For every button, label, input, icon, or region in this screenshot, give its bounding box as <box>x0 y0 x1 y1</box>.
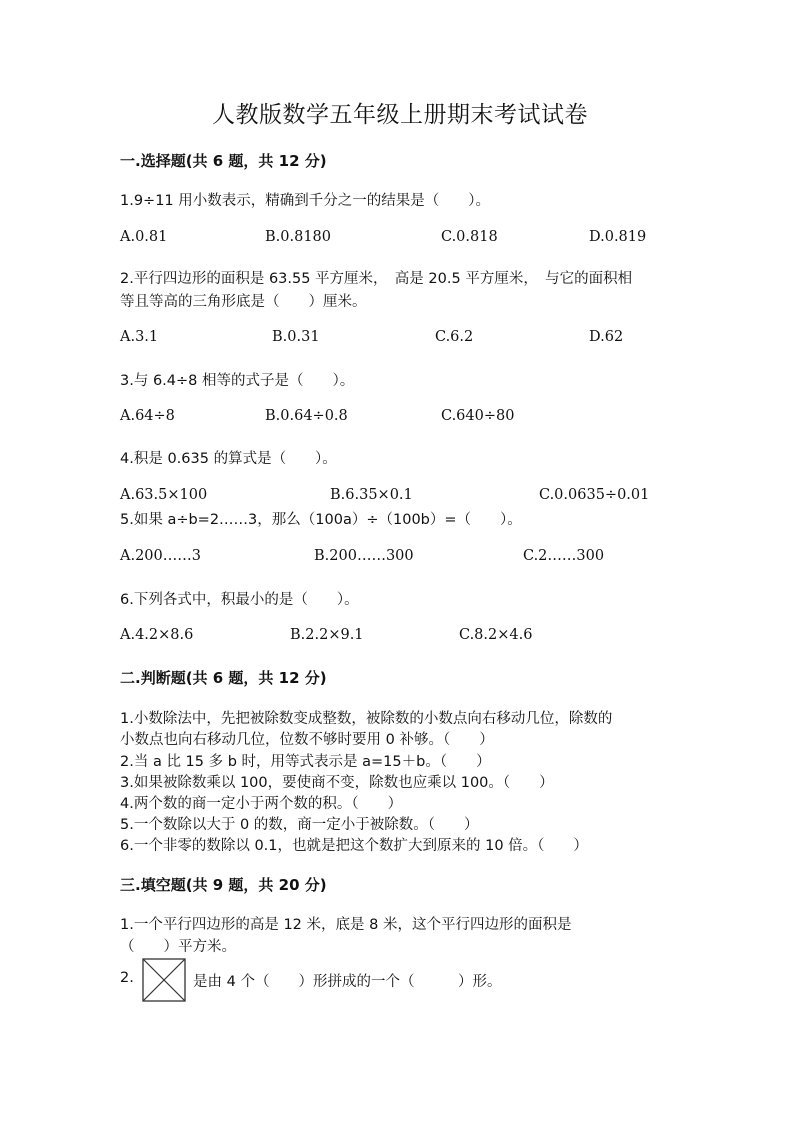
page-title: 人教版数学五年级上册期末考试试卷 <box>212 102 588 128</box>
question-2-option-d: D.62 <box>589 329 624 345</box>
question-2-option-a: A.3.1 <box>120 329 159 345</box>
question-4-option-b: B.6.35×0.1 <box>330 487 413 503</box>
question-6-option-a: A.4.2×8.6 <box>120 627 194 643</box>
section-heading-judge: 二.判断题(共 6 题，共 12 分) <box>120 669 327 687</box>
question-5-stem: 5.如果 a÷b=2……3，那么（100a）÷（100b）=（ ）。 <box>120 512 522 528</box>
question-4-option-a: A.63.5×100 <box>120 487 208 503</box>
fill-question-2-number: 2. <box>120 970 134 986</box>
question-2-option-b: B.0.31 <box>272 329 320 345</box>
judge-line-7: 6.一个非零的数除以 0.1，也就是把这个数扩大到原来的 10 倍。（ ） <box>120 838 588 854</box>
judge-line-5: 4.两个数的商一定小于两个数的积。（ ） <box>120 796 403 812</box>
judge-line-6: 5.一个数除以大于 0 的数，商一定小于被除数。（ ） <box>120 817 479 833</box>
question-2-option-c: C.6.2 <box>435 329 474 345</box>
question-1-option-a: A.0.81 <box>120 229 168 245</box>
question-2-stem-line-1: 2.平行四边形的面积是 63.55 平方厘米， 高是 20.5 平方厘米， 与它的面积相 <box>120 271 633 287</box>
question-4-stem: 4.积是 0.635 的算式是（ ）。 <box>120 451 337 467</box>
question-1-stem: 1.9÷11 用小数表示，精确到千分之一的结果是（ ）。 <box>120 193 491 209</box>
section-heading-fill: 三.填空题(共 9 题，共 20 分) <box>120 876 327 894</box>
question-3-option-c: C.640÷80 <box>441 408 515 424</box>
question-2-stem-line-2: 等且等高的三角形底是（ ）厘米。 <box>120 294 367 310</box>
fill-question-1-line-2: （ ）平方米。 <box>120 939 236 955</box>
question-6-option-b: B.2.2×9.1 <box>290 627 364 643</box>
square-with-diagonals-figure <box>142 958 186 1002</box>
fill-question-2-text: 是由 4 个（ ）形拼成的一个（ ）形。 <box>193 974 502 990</box>
section-heading-choice: 一.选择题(共 6 题，共 12 分) <box>120 152 327 170</box>
judge-line-2: 小数点也向右移动几位，位数不够时要用 0 补够。（ ） <box>120 732 494 748</box>
question-4-option-c: C.0.0635÷0.01 <box>539 487 650 503</box>
question-1-option-d: D.0.819 <box>589 229 647 245</box>
judge-line-1: 1.小数除法中，先把被除数变成整数，被除数的小数点向右移动几位，除数的 <box>120 711 613 727</box>
question-3-option-a: A.64÷8 <box>120 408 175 424</box>
question-5-option-c: C.2……300 <box>523 548 605 564</box>
fill-question-1-line-1: 1.一个平行四边形的高是 12 米，底是 8 米，这个平行四边形的面积是 <box>120 917 572 933</box>
question-5-option-a: A.200……3 <box>120 548 201 564</box>
question-6-option-c: C.8.2×4.6 <box>459 627 533 643</box>
judge-line-3: 2.当 a 比 15 多 b 时，用等式表示是 a=15＋b。（ ） <box>120 754 491 770</box>
question-1-option-c: C.0.818 <box>441 229 498 245</box>
question-3-option-b: B.0.64÷0.8 <box>265 408 348 424</box>
question-6-stem: 6.下列各式中，积最小的是（ ）。 <box>120 592 359 608</box>
question-3-stem: 3.与 6.4÷8 相等的式子是（ ）。 <box>120 373 355 389</box>
question-5-option-b: B.200……300 <box>314 548 414 564</box>
judge-line-4: 3.如果被除数乘以 100，要使商不变，除数也应乘以 100。（ ） <box>120 775 554 791</box>
question-1-option-b: B.0.8180 <box>265 229 332 245</box>
